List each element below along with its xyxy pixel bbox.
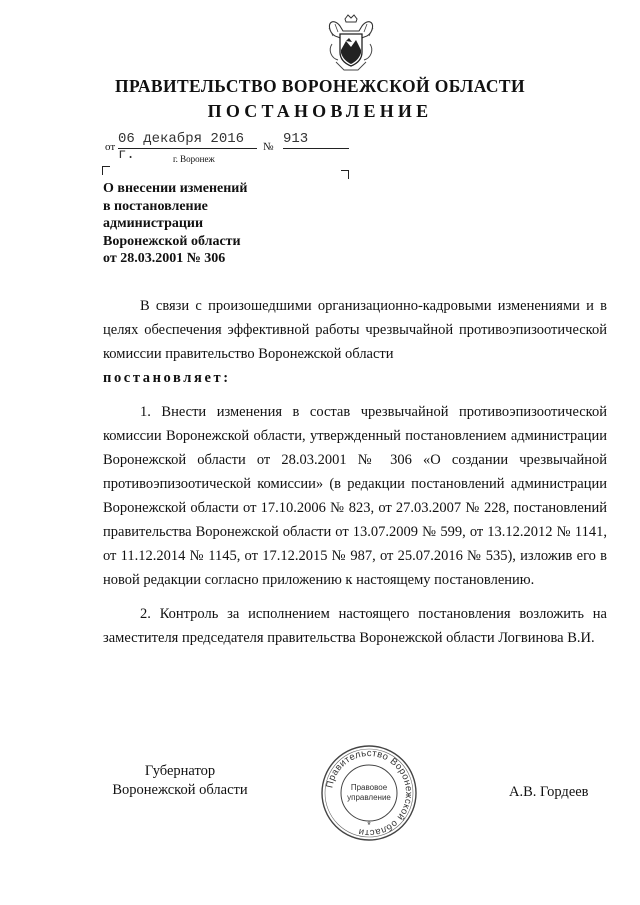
government-title: ПРАВИТЕЛЬСТВО ВОРОНЕЖСКОЙ ОБЛАСТИ <box>114 76 526 96</box>
subject-line: от 28.03.2001 № 306 <box>103 251 226 266</box>
decides-keyword: постановляет: <box>103 370 231 386</box>
subject-line: администрации <box>103 216 204 231</box>
clause-1-paragraph: 1. Внести изменения в состав чрезвычайной противоэпизоотической комиссии Воронежской области, утвержденный постановлением администрации Воронежской области от 28.03.2001 № 306 «О создании чрезвычайной противоэпизоотической комиссии» (в редакции постановлений администрации Воронежской области от 17.10.2006 № 823, от 27.03.2007 № 228, постановлений правительства Воронежской области от 13.07.2009 № 599, от 13.12.2012 № 1141, от 11.12.2014 № 1145, от 17.12.2015 № 987, от 25.07.2016 № 535), изложив его в новой редакции согласно приложению к настоящему постановлению. <box>103 404 607 588</box>
document-type-title: ПОСТАНОВЛЕНИЕ <box>207 101 433 121</box>
position-line-1: Губернатор <box>144 763 216 779</box>
seal-center-line-1: Правовое <box>350 783 388 792</box>
subject-line: О внесении изменений <box>103 181 248 196</box>
document-date: 06 декабря 2016 г. <box>118 131 257 149</box>
document-body <box>103 294 607 650</box>
position-line-2: Воронежской области <box>112 782 248 798</box>
seal-center-line-2: управление <box>347 793 391 802</box>
subject-line: Воронежской области <box>103 233 241 249</box>
clause-2-paragraph: 2. Контроль за исполнением настоящего постановления возложить на заместителя председателя правительства Воронежской области Логвинова В.И. <box>103 606 607 646</box>
seal-ring-text: Правительство Воронежской области <box>324 747 415 839</box>
subject-line: в постановление <box>103 198 208 214</box>
number-prefix: № <box>263 141 274 153</box>
signatory-position <box>100 762 260 800</box>
document-number: 913 <box>283 131 349 149</box>
subject-corner-right <box>341 170 349 179</box>
subject-corner-left <box>102 166 110 175</box>
document-subject <box>103 180 343 268</box>
document-city: г. Воронеж <box>173 154 215 164</box>
legal-department-seal <box>319 743 419 843</box>
date-prefix: от <box>105 141 116 153</box>
coat-of-arms-icon <box>326 14 376 74</box>
seal-star: * <box>367 820 371 830</box>
preamble-paragraph: В связи с произошедшими организационно-кадровыми изменениями и в целях обеспечения эффективной работы чрезвычайной противоэпизоотической комиссии правительство Воронежской области <box>103 298 607 362</box>
signatory-name: А.В. Гордеев <box>509 784 589 800</box>
